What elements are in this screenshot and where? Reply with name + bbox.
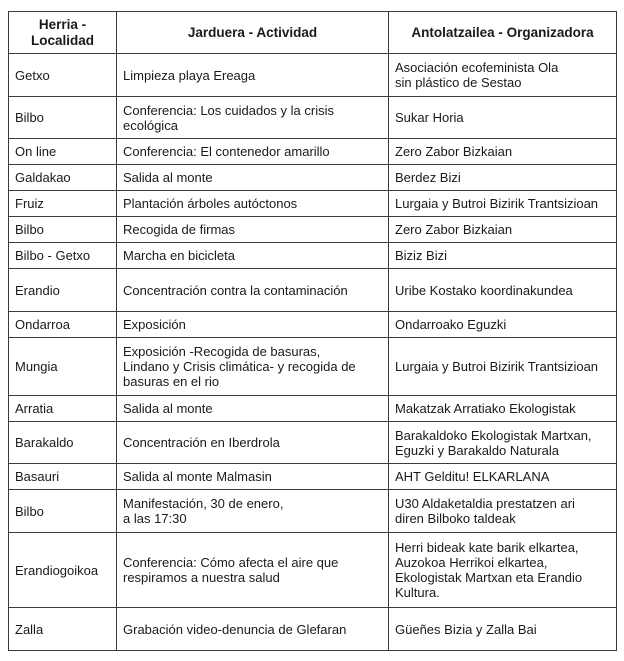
- cell-organizer: Sukar Horia: [389, 97, 617, 139]
- table-row: [9, 191, 617, 217]
- cell-activity: Concentración contra la contaminación: [117, 269, 389, 312]
- cell-activity: Salida al monte Malmasin: [117, 464, 389, 490]
- cell-locality: Bilbo: [9, 490, 117, 533]
- cell-activity: Exposición -Recogida de basuras, Lindano y Crisis climática- y recogida de basuras en el rio: [117, 338, 389, 396]
- cell-activity: Plantación árboles autóctonos: [117, 191, 389, 217]
- cell-locality: Zalla: [9, 608, 117, 651]
- header-activity: Jarduera - Actividad: [117, 12, 389, 54]
- cell-activity: Recogida de firmas: [117, 217, 389, 243]
- cell-activity: Manifestación, 30 de enero, a las 17:30: [117, 490, 389, 533]
- cell-activity: Salida al monte: [117, 165, 389, 191]
- table-row: [9, 243, 617, 269]
- header-locality: Herria - Localidad: [9, 12, 117, 54]
- table-row: [9, 139, 617, 165]
- cell-activity: Concentración en Iberdrola: [117, 422, 389, 464]
- cell-organizer: Zero Zabor Bizkaian: [389, 217, 617, 243]
- table-row: [9, 269, 617, 312]
- table-row: [9, 422, 617, 464]
- cell-organizer: Asociación ecofeminista Ola sin plástico de Sestao: [389, 54, 617, 97]
- events-table: [8, 11, 617, 651]
- cell-locality: Arratia: [9, 396, 117, 422]
- cell-organizer: Güeñes Bizia y Zalla Bai: [389, 608, 617, 651]
- cell-activity: Salida al monte: [117, 396, 389, 422]
- cell-locality: On line: [9, 139, 117, 165]
- cell-organizer: Ondarroako Eguzki: [389, 312, 617, 338]
- cell-activity: Conferencia: Cómo afecta el aire que respiramos a nuestra salud: [117, 533, 389, 608]
- cell-organizer: Biziz Bizi: [389, 243, 617, 269]
- table-row: [9, 533, 617, 608]
- table-row: [9, 464, 617, 490]
- cell-organizer: Makatzak Arratiako Ekologistak: [389, 396, 617, 422]
- cell-activity: Conferencia: El contenedor amarillo: [117, 139, 389, 165]
- table-row: [9, 165, 617, 191]
- table-row: [9, 490, 617, 533]
- cell-activity: Marcha en bicicleta: [117, 243, 389, 269]
- cell-activity: Conferencia: Los cuidados y la crisis ecológica: [117, 97, 389, 139]
- cell-locality: Erandiogoikoa: [9, 533, 117, 608]
- cell-locality: Barakaldo: [9, 422, 117, 464]
- table-row: [9, 338, 617, 396]
- cell-organizer: Berdez Bizi: [389, 165, 617, 191]
- cell-organizer: Barakaldoko Ekologistak Martxan, Eguzki y Barakaldo Naturala: [389, 422, 617, 464]
- cell-organizer: Lurgaia y Butroi Bizirik Trantsizioan: [389, 338, 617, 396]
- cell-organizer: AHT Gelditu! ELKARLANA: [389, 464, 617, 490]
- cell-locality: Mungia: [9, 338, 117, 396]
- cell-organizer: U30 Aldaketaldia prestatzen ari diren Bilboko taldeak: [389, 490, 617, 533]
- cell-locality: Bilbo - Getxo: [9, 243, 117, 269]
- table-row: [9, 54, 617, 97]
- header-row: [9, 12, 617, 54]
- table-row: [9, 396, 617, 422]
- cell-activity: Grabación video-denuncia de Glefaran: [117, 608, 389, 651]
- cell-locality: Getxo: [9, 54, 117, 97]
- cell-organizer: Zero Zabor Bizkaian: [389, 139, 617, 165]
- cell-locality: Bilbo: [9, 217, 117, 243]
- header-organizer: Antolatzailea - Organizadora: [389, 12, 617, 54]
- cell-activity: Limpieza playa Ereaga: [117, 54, 389, 97]
- cell-activity: Exposición: [117, 312, 389, 338]
- cell-locality: Bilbo: [9, 97, 117, 139]
- table-row: [9, 97, 617, 139]
- cell-locality: Erandio: [9, 269, 117, 312]
- cell-organizer: Lurgaia y Butroi Bizirik Trantsizioan: [389, 191, 617, 217]
- table-row: [9, 608, 617, 651]
- table-row: [9, 217, 617, 243]
- cell-locality: Ondarroa: [9, 312, 117, 338]
- cell-organizer: Herri bideak kate barik elkartea, Auzokoa Herrikoi elkartea, Ekologistak Martxan eta Erandio Kultura.: [389, 533, 617, 608]
- cell-locality: Basauri: [9, 464, 117, 490]
- cell-locality: Fruiz: [9, 191, 117, 217]
- table-row: [9, 312, 617, 338]
- cell-locality: Galdakao: [9, 165, 117, 191]
- cell-organizer: Uribe Kostako koordinakundea: [389, 269, 617, 312]
